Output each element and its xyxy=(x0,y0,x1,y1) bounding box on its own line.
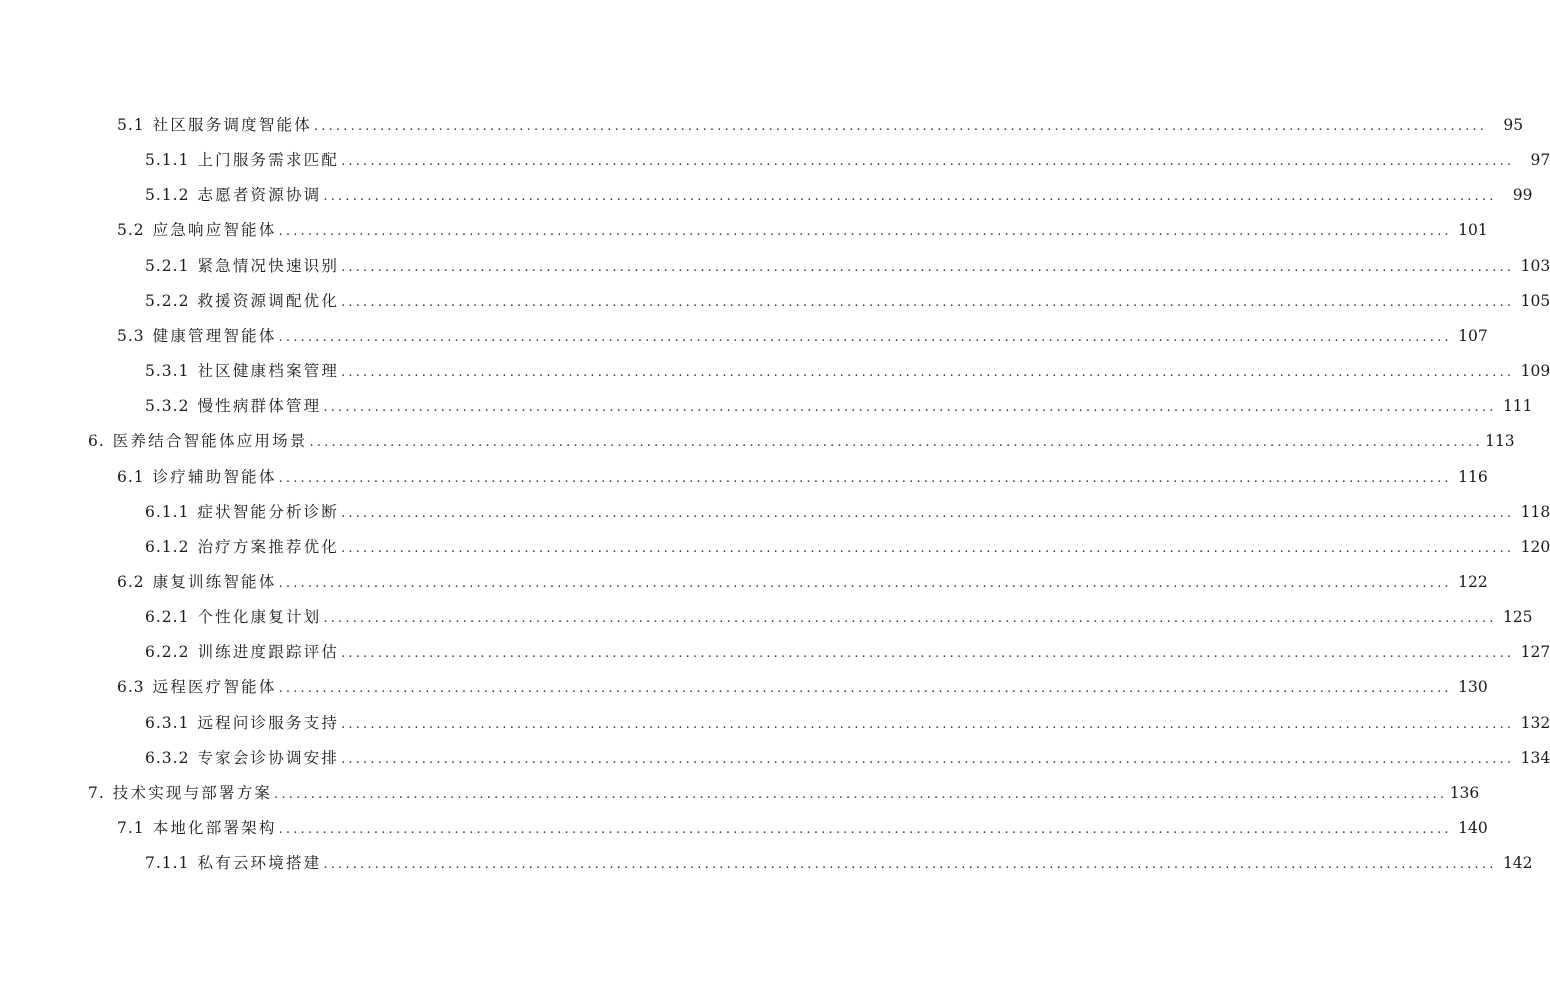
toc-entry-number: 5.2 xyxy=(117,221,145,240)
toc-entry-page: 142 xyxy=(1502,854,1533,873)
toc-entry-page: 116 xyxy=(1458,467,1488,486)
toc-entry[interactable] xyxy=(145,535,1550,559)
toc-entry[interactable] xyxy=(145,851,1533,875)
toc-dot-leader: ................................................................................................................................................................ xyxy=(309,435,1483,451)
toc-entry[interactable] xyxy=(145,394,1533,418)
toc-entry[interactable] xyxy=(145,148,1550,172)
toc-entry-number: 5.3.2 xyxy=(145,397,190,416)
toc-entry-page: 103 xyxy=(1520,256,1550,275)
toc-entry-title: 诊疗辅助智能体 xyxy=(152,467,277,486)
toc-dot-leader: ................................................................................................................................................................ xyxy=(278,329,1452,345)
toc-entry-title: 社区服务调度智能体 xyxy=(152,116,312,134)
toc-entry-number: 7.1.1 xyxy=(145,854,190,873)
toc-entry-title: 远程问诊服务支持 xyxy=(197,713,340,732)
toc-entry[interactable] xyxy=(117,324,1488,348)
toc-entry[interactable] xyxy=(117,570,1488,594)
toc-entry-title: 专家会诊协调安排 xyxy=(197,748,340,767)
toc-entry-page: 111 xyxy=(1502,397,1533,416)
toc-entry-title: 治疗方案推荐优化 xyxy=(197,537,340,556)
toc-entry[interactable] xyxy=(145,359,1550,383)
toc-entry[interactable] xyxy=(117,816,1488,840)
toc-entry-number: 6.1.1 xyxy=(145,502,190,521)
toc-entry-title: 本地化部署架构 xyxy=(152,819,277,837)
toc-entry-page: 113 xyxy=(1485,432,1515,451)
toc-dot-leader: ................................................................................................................................................................ xyxy=(323,189,1497,205)
toc-entry-title: 紧急情况快速识别 xyxy=(197,256,340,275)
toc-dot-leader: ................................................................................................................................................................ xyxy=(278,470,1452,486)
toc-dot-leader: ................................................................................................................................................................ xyxy=(278,822,1452,837)
toc-entry[interactable] xyxy=(145,605,1533,629)
toc-entry-title: 康复训练智能体 xyxy=(152,572,277,591)
toc-entry-page: 127 xyxy=(1520,643,1550,662)
toc-entry-title: 技术实现与部署方案 xyxy=(112,783,273,802)
toc-dot-leader: ................................................................................................................................................................ xyxy=(323,611,1497,627)
toc-entry-page: 130 xyxy=(1458,678,1488,697)
toc-entry-title: 训练进度跟踪评估 xyxy=(197,643,340,662)
toc-entry[interactable] xyxy=(117,465,1488,489)
toc-dot-leader: ................................................................................................................................................................ xyxy=(341,751,1515,767)
toc-dot-leader: ................................................................................................................................................................ xyxy=(278,575,1452,591)
toc-dot-leader: ................................................................................................................................................................ xyxy=(341,294,1515,310)
toc-entry-page: 140 xyxy=(1458,819,1488,837)
toc-entry-number: 6.2.1 xyxy=(145,608,190,627)
toc-entry-number: 7. xyxy=(88,783,105,802)
toc-entry-page: 99 xyxy=(1512,186,1533,205)
toc-entry-number: 7.1 xyxy=(117,819,145,837)
toc-entry-number: 6.2.2 xyxy=(145,643,190,662)
toc-entry-page: 109 xyxy=(1520,362,1550,381)
toc-entry-number: 5.1.1 xyxy=(145,151,190,170)
toc-entry-number: 6. xyxy=(88,432,105,451)
toc-entry-title: 私有云环境搭建 xyxy=(197,854,322,873)
toc-dot-leader: ................................................................................................................................................................ xyxy=(274,786,1448,802)
toc-entry[interactable] xyxy=(145,640,1550,664)
toc-entry-page: 134 xyxy=(1520,748,1550,767)
toc-entry-title: 慢性病群体管理 xyxy=(197,397,322,416)
toc-entry-title: 远程医疗智能体 xyxy=(152,678,277,697)
toc-entry-number: 6.2 xyxy=(117,572,145,591)
toc-entry-page: 118 xyxy=(1520,502,1550,521)
toc-entry-page: 120 xyxy=(1520,537,1550,556)
toc-dot-leader: ................................................................................................................................................................ xyxy=(341,646,1515,662)
toc-entry[interactable] xyxy=(145,500,1550,524)
toc-entry-title: 应急响应智能体 xyxy=(152,221,277,240)
toc-entry-number: 5.1.2 xyxy=(145,186,190,205)
toc-dot-leader: ................................................................................................................................................................ xyxy=(313,119,1488,134)
toc-entry-page: 97 xyxy=(1530,151,1550,170)
toc-dot-leader: ................................................................................................................................................................ xyxy=(278,224,1452,240)
toc-entry-page: 122 xyxy=(1458,572,1488,591)
toc-entry[interactable] xyxy=(145,711,1550,735)
toc-dot-leader: ................................................................................................................................................................ xyxy=(341,259,1515,275)
toc-entry[interactable] xyxy=(145,183,1533,207)
toc-entry-page: 125 xyxy=(1502,608,1533,627)
toc-entry-title: 症状智能分析诊断 xyxy=(197,502,340,521)
toc-dot-leader: ................................................................................................................................................................ xyxy=(341,505,1515,521)
toc-entry-number: 6.1 xyxy=(117,467,145,486)
toc-entry-page: 95 xyxy=(1503,116,1524,134)
toc-entry[interactable] xyxy=(88,429,1515,453)
toc-dot-leader: ................................................................................................................................................................ xyxy=(341,154,1515,170)
toc-entry[interactable] xyxy=(117,675,1488,699)
toc-entry-number: 6.1.2 xyxy=(145,537,190,556)
toc-entry[interactable] xyxy=(145,254,1550,278)
toc-entry-title: 个性化康复计划 xyxy=(197,608,322,627)
toc-entry-number: 5.1 xyxy=(117,116,145,134)
toc-entry-number: 6.3.2 xyxy=(145,748,190,767)
toc-entry-title: 健康管理智能体 xyxy=(152,326,277,345)
toc-entry-page: 107 xyxy=(1458,326,1488,345)
toc-entry[interactable] xyxy=(145,746,1550,770)
toc-entry-number: 5.3 xyxy=(117,326,145,345)
toc-entry-number: 5.3.1 xyxy=(145,362,190,381)
toc-entry-page: 136 xyxy=(1449,783,1480,802)
toc-entry[interactable] xyxy=(88,781,1480,805)
toc-entry-number: 5.2.2 xyxy=(145,291,190,310)
toc-entry-title: 医养结合智能体应用场景 xyxy=(112,432,308,451)
toc-entry-page: 105 xyxy=(1520,291,1550,310)
toc-dot-leader: ................................................................................................................................................................ xyxy=(323,400,1497,416)
toc-dot-leader: ................................................................................................................................................................ xyxy=(278,681,1452,697)
toc-entry-title: 救援资源调配优化 xyxy=(197,291,340,310)
toc-entry-number: 6.3 xyxy=(117,678,145,697)
toc-entry-title: 上门服务需求匹配 xyxy=(197,151,340,170)
toc-dot-leader: ................................................................................................................................................................ xyxy=(323,857,1497,873)
toc-entry[interactable] xyxy=(117,113,1524,137)
toc-entry[interactable] xyxy=(117,218,1488,242)
toc-entry-title: 志愿者资源协调 xyxy=(197,186,322,205)
toc-dot-leader: ................................................................................................................................................................ xyxy=(341,716,1515,732)
toc-entry-page: 101 xyxy=(1458,221,1488,240)
toc-dot-leader: ................................................................................................................................................................ xyxy=(341,365,1515,381)
toc-entry-number: 6.3.1 xyxy=(145,713,190,732)
toc-dot-leader: ................................................................................................................................................................ xyxy=(341,540,1515,556)
toc-entry[interactable] xyxy=(145,289,1550,313)
toc-entry-number: 5.2.1 xyxy=(145,256,190,275)
toc-entry-page: 132 xyxy=(1520,713,1550,732)
toc-entry-title: 社区健康档案管理 xyxy=(197,362,340,381)
